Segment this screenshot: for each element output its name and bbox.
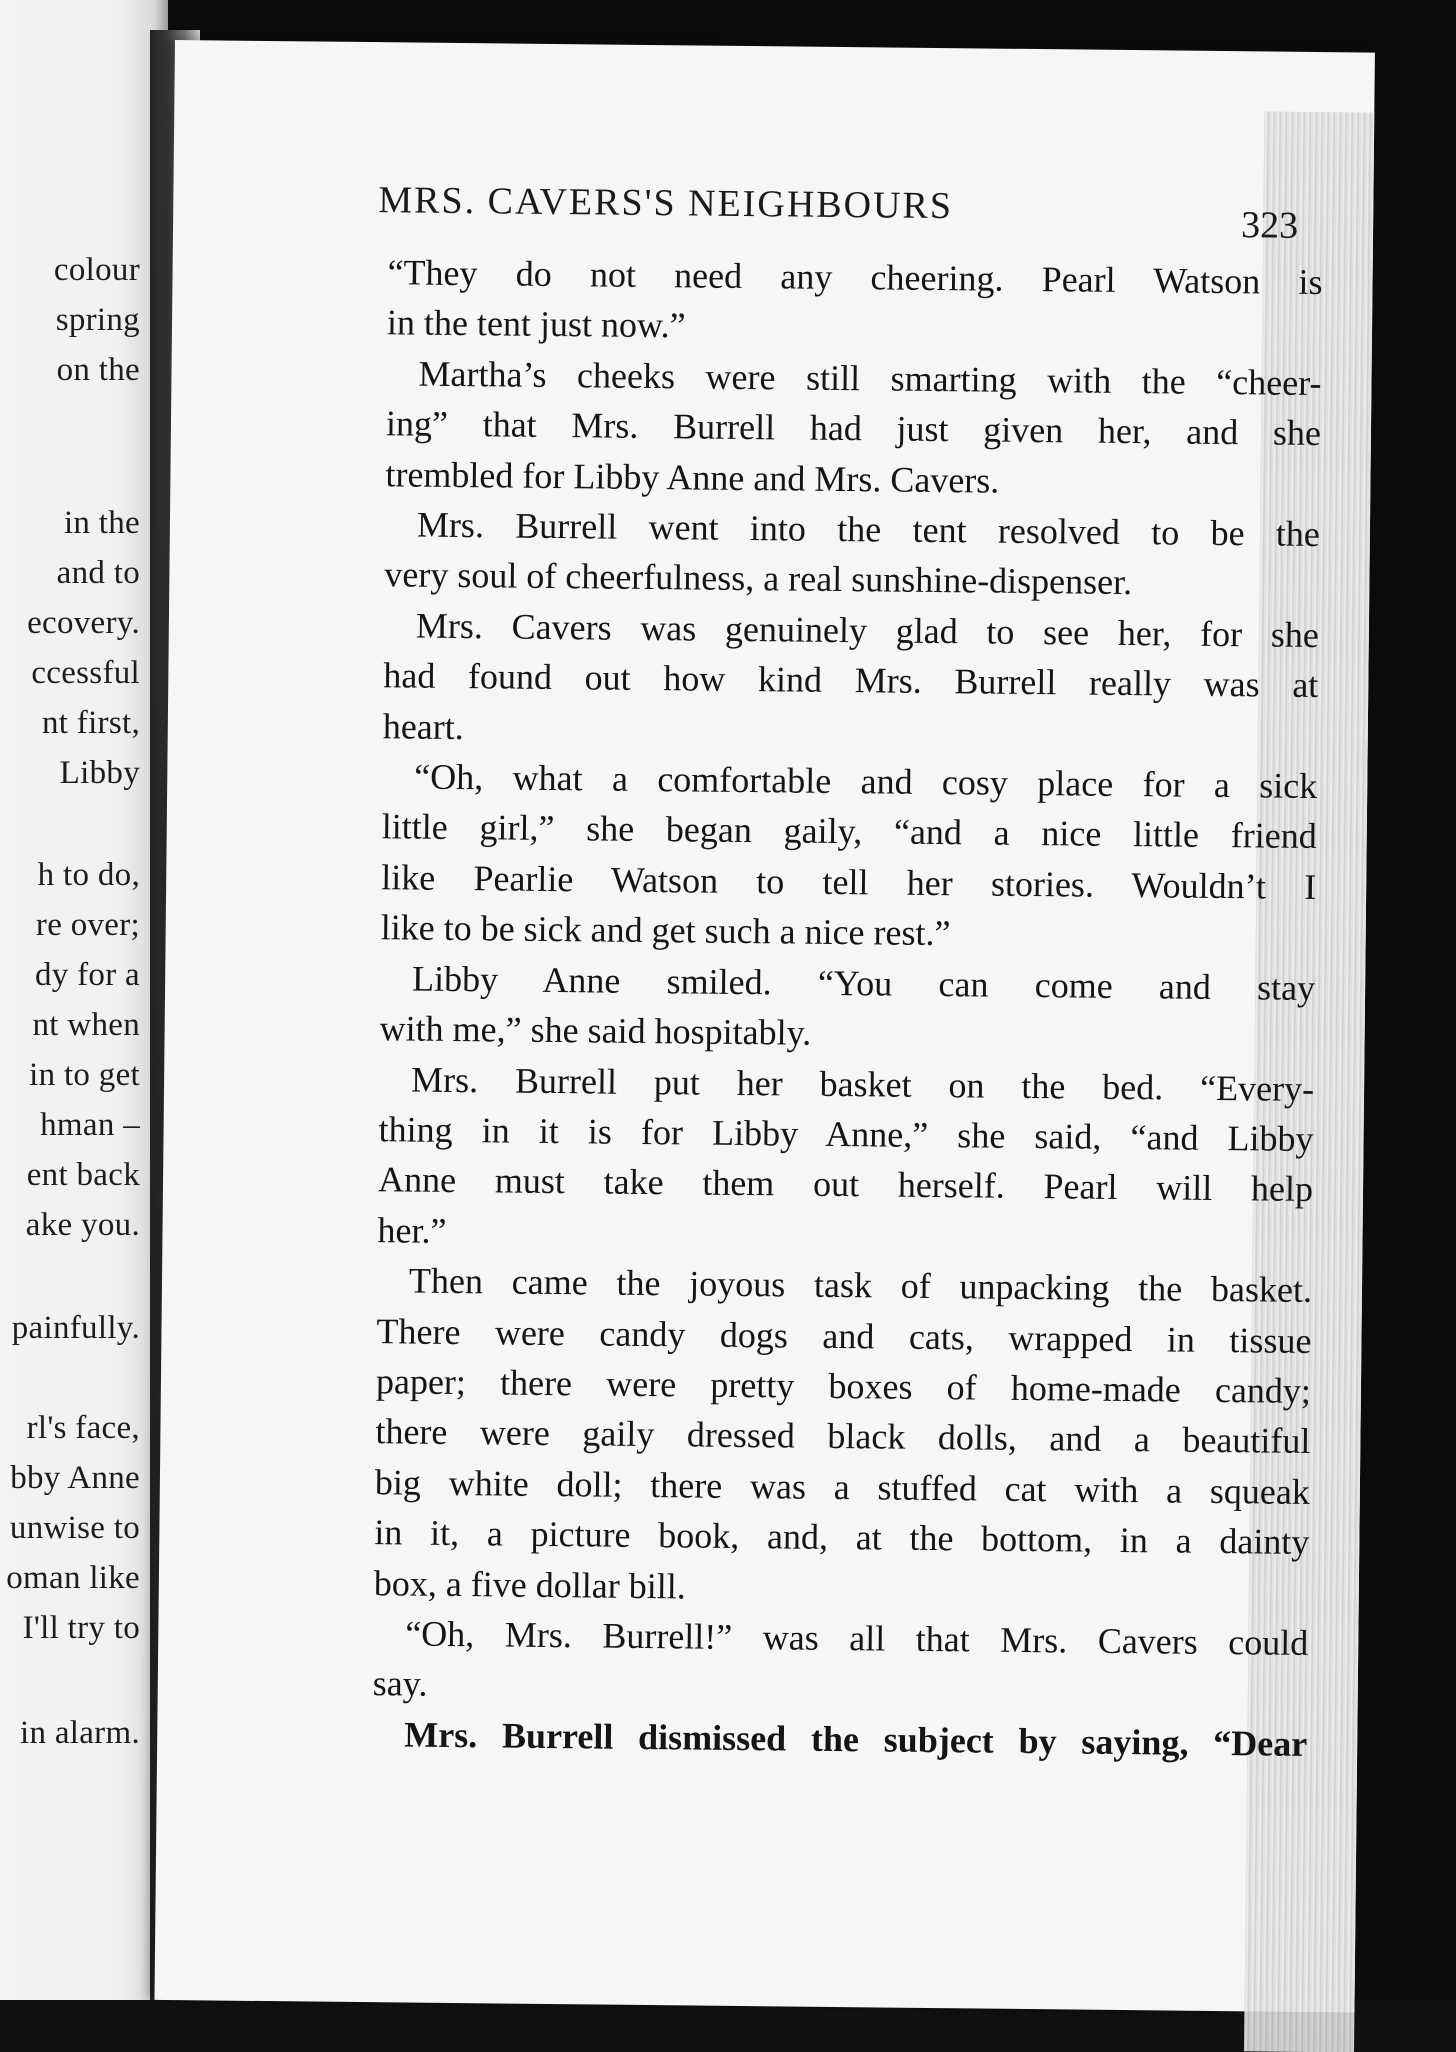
text-line: There were candy dogs and cats, wrapped in tissue: [376, 1310, 1312, 1361]
text-line: box, a five dollar bill.: [373, 1562, 686, 1606]
left-fragment: in alarm.: [20, 1715, 140, 1751]
page-number: 323: [1240, 204, 1299, 247]
text-line: Then came the joyous task of unpacking the basket.: [408, 1260, 1313, 1311]
text-line: heart.: [382, 705, 464, 747]
text-line: thing in it is for Libby Anne,” she said, “and Libby: [378, 1109, 1314, 1159]
left-fragment: hman –: [40, 1107, 140, 1143]
left-fragment: ccessful: [31, 655, 140, 691]
text-line: paper; there were pretty boxes of home-made candy;: [375, 1361, 1312, 1411]
left-fragment: oman like: [6, 1560, 140, 1596]
text-line: Mrs. Burrell dismissed the subject by saying, “Dear: [404, 1714, 1308, 1764]
body-text: [372, 247, 1323, 1769]
left-fragment: in the: [63, 505, 140, 541]
left-fragment: ent back: [26, 1157, 140, 1193]
text-line: “Oh, what a comfortable and cosy place for a sick: [414, 756, 1318, 807]
left-fragment: spring: [55, 302, 140, 338]
left-fragment: dy for a: [34, 957, 140, 993]
text-line: say.: [372, 1663, 428, 1705]
text-line: Mrs. Cavers was genuinely glad to see her, for she: [415, 605, 1320, 655]
left-fragment: bby Anne: [10, 1460, 140, 1496]
left-fragment: rl's face,: [26, 1410, 140, 1446]
left-fragment: ecovery.: [27, 605, 140, 641]
text-line: Martha’s cheeks were still smarting with the “cheer-: [418, 353, 1322, 403]
text-line: big white doll; there was a stuffed cat with a squeak: [374, 1461, 1311, 1512]
text-line: Libby Anne smiled. “You can come and stay: [411, 958, 1316, 1008]
previous-page: [0, 0, 168, 2000]
text-line: Anne must take them out herself. Pearl will help: [377, 1159, 1314, 1210]
left-fragment: I'll try to: [22, 1610, 140, 1646]
text-line: like Pearlie Watson to tell her stories. Wouldn’t I: [381, 857, 1317, 907]
text-line: little girl,” she began gaily, “and a nice little friend: [381, 806, 1317, 857]
text-line: Mrs. Burrell went into the tent resolved to be the: [416, 504, 1321, 555]
left-fragment: nt first,: [41, 705, 140, 741]
left-fragment: in to get: [29, 1057, 140, 1093]
left-fragment: on the: [56, 352, 140, 388]
left-fragment: unwise to: [9, 1510, 140, 1546]
left-fragment: re over;: [35, 907, 140, 943]
text-line: ing” that Mrs. Burrell had just given her, and she: [385, 403, 1322, 454]
left-fragment: ake you.: [25, 1207, 140, 1243]
text-line: with me,” she said hospitably.: [379, 1008, 812, 1053]
left-fragment: Libby: [59, 755, 140, 791]
current-page: [154, 40, 1374, 2012]
text-line: very soul of cheerfulness, a real sunshine-dispenser.: [384, 554, 1133, 603]
text-line: “Oh, Mrs. Burrell!” was all that Mrs. Cavers could: [405, 1613, 1309, 1663]
left-fragment: nt when: [32, 1007, 140, 1043]
text-line: Mrs. Burrell put her basket on the bed. “Every-: [410, 1059, 1315, 1109]
text-line: had found out how kind Mrs. Burrell really was at: [383, 655, 1319, 706]
left-fragment: painfully.: [11, 1310, 140, 1346]
text-line: “They do not need any cheering. Pearl Watson is: [387, 252, 1323, 303]
left-fragment: colour: [53, 252, 140, 288]
text-line: trembled for Libby Anne and Mrs. Cavers.: [385, 453, 1000, 501]
text-line: there were gaily dressed black dolls, and a beautiful: [375, 1411, 1311, 1462]
text-line: in it, a picture book, and, at the bottom, in a dainty: [374, 1512, 1310, 1563]
text-line: in the tent just now.”: [386, 302, 686, 346]
text-line: her.”: [377, 1209, 447, 1251]
text-line: like to be sick and get such a nice rest.”: [380, 907, 951, 954]
left-fragment: h to do,: [37, 857, 140, 893]
left-fragment: and to: [56, 555, 140, 591]
running-head: MRS. CAVERS'S NEIGHBOURS: [378, 179, 954, 228]
